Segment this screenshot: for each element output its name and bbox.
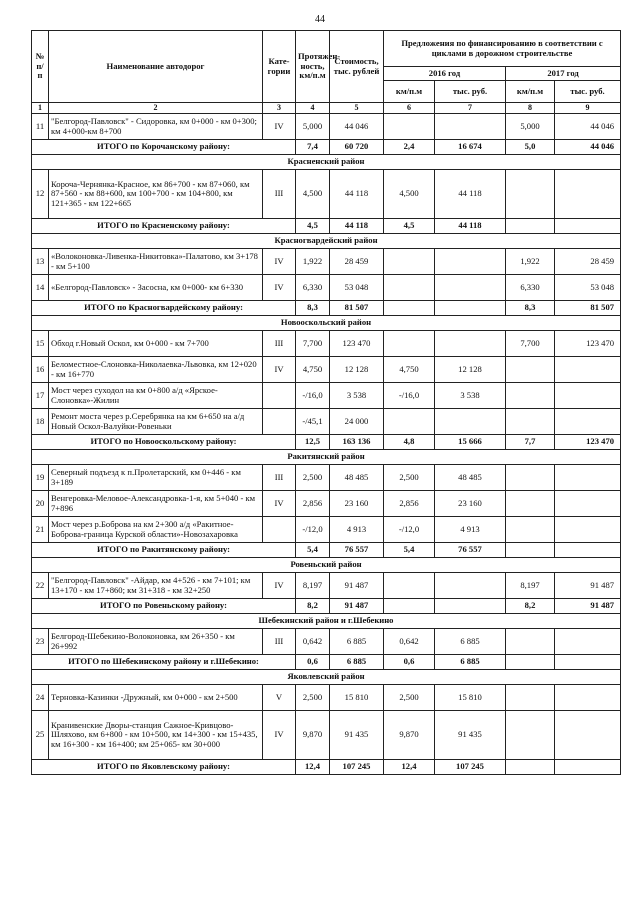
row-number: 18 <box>32 409 49 435</box>
road-name: «Волоконовка-Ливенка-Никитовка»-Палатово, км 3+178 - км 5+100 <box>49 249 263 275</box>
road-length: -/12,0 <box>296 517 330 543</box>
rub-2017 <box>555 685 621 711</box>
district-header-row <box>32 670 621 685</box>
district-name: Яковлевский район <box>32 670 621 685</box>
road-name: «Белгород-Павловск» - Засосна, км 0+000- км 6+330 <box>49 275 263 301</box>
rub-2016: 6 885 <box>435 629 506 655</box>
road-name: Беломестное-Слоновка-Николаевка-Львовка, км 12+020 - км 16+770 <box>49 357 263 383</box>
road-category: III <box>263 170 296 219</box>
col-index: 2 <box>49 103 263 114</box>
total-cost: 81 507 <box>330 301 384 316</box>
km-2017 <box>506 357 555 383</box>
km-2016: 2,500 <box>384 685 435 711</box>
total-row <box>32 301 621 316</box>
header-rub-2017: тыс. руб. <box>555 81 621 103</box>
road-length: 6,330 <box>296 275 330 301</box>
km-2016: 4,500 <box>384 170 435 219</box>
rub-2016 <box>435 114 506 140</box>
row-number: 21 <box>32 517 49 543</box>
header-road-name: Наименование автодорог <box>49 31 263 103</box>
rub-2016: 4 913 <box>435 517 506 543</box>
total-cost: 6 885 <box>330 655 384 670</box>
district-name: Ракитянский район <box>32 450 621 465</box>
table-row <box>32 409 621 435</box>
total-km-2017 <box>506 655 555 670</box>
header-category: Кате-гории <box>263 31 296 103</box>
total-rub-2016: 16 674 <box>435 140 506 155</box>
district-name: Шебекинский район и г.Шебекино <box>32 614 621 629</box>
rub-2016: 23 160 <box>435 491 506 517</box>
road-cost: 44 118 <box>330 170 384 219</box>
rub-2016 <box>435 409 506 435</box>
total-cost: 91 487 <box>330 599 384 614</box>
road-length: 8,197 <box>296 573 330 599</box>
road-length: 0,642 <box>296 629 330 655</box>
total-row <box>32 760 621 775</box>
rub-2016: 91 435 <box>435 711 506 760</box>
total-label: ИТОГО по Ракитянскому району: <box>32 543 296 558</box>
road-cost: 91 487 <box>330 573 384 599</box>
road-cost: 3 538 <box>330 383 384 409</box>
road-category: IV <box>263 357 296 383</box>
table-row <box>32 357 621 383</box>
total-km-2017: 8,2 <box>506 599 555 614</box>
road-cost: 28 459 <box>330 249 384 275</box>
total-label: ИТОГО по Ровеньскому району: <box>32 599 296 614</box>
km-2016: -/12,0 <box>384 517 435 543</box>
km-2017 <box>506 685 555 711</box>
total-rub-2016: 15 666 <box>435 435 506 450</box>
total-rub-2017: 123 470 <box>555 435 621 450</box>
road-name: Северный подъезд к п.Пролетарский, км 0+446 - км 3+189 <box>49 465 263 491</box>
total-km-2016: 5,4 <box>384 543 435 558</box>
total-cost: 44 118 <box>330 219 384 234</box>
km-2017: 1,922 <box>506 249 555 275</box>
km-2017 <box>506 491 555 517</box>
road-category: IV <box>263 491 296 517</box>
km-2017: 6,330 <box>506 275 555 301</box>
road-category: V <box>263 685 296 711</box>
total-km-2016: 12,4 <box>384 760 435 775</box>
district-header-row <box>32 614 621 629</box>
row-number: 13 <box>32 249 49 275</box>
total-rub-2017 <box>555 760 621 775</box>
road-length: 4,500 <box>296 170 330 219</box>
road-length: 1,922 <box>296 249 330 275</box>
total-rub-2017: 91 487 <box>555 599 621 614</box>
col-index: 1 <box>32 103 49 114</box>
km-2017: 8,197 <box>506 573 555 599</box>
rub-2017: 53 048 <box>555 275 621 301</box>
total-km-2017: 5,0 <box>506 140 555 155</box>
road-length: -/16,0 <box>296 383 330 409</box>
road-category: IV <box>263 573 296 599</box>
total-label: ИТОГО по Красногвардейскому району: <box>32 301 296 316</box>
district-name: Ровеньский район <box>32 558 621 573</box>
row-number: 14 <box>32 275 49 301</box>
road-cost: 53 048 <box>330 275 384 301</box>
table-body <box>32 114 621 775</box>
row-number: 19 <box>32 465 49 491</box>
row-number: 24 <box>32 685 49 711</box>
row-number: 12 <box>32 170 49 219</box>
road-cost: 48 485 <box>330 465 384 491</box>
total-rub-2017 <box>555 655 621 670</box>
rub-2016: 44 118 <box>435 170 506 219</box>
rub-2017 <box>555 465 621 491</box>
road-name: Венгеровка-Меловое-Александровка-1-я, км 5+040 - км 7+896 <box>49 491 263 517</box>
total-rub-2017: 81 507 <box>555 301 621 316</box>
rub-2016 <box>435 573 506 599</box>
col-index: 4 <box>296 103 330 114</box>
total-row <box>32 219 621 234</box>
km-2016: 0,642 <box>384 629 435 655</box>
road-length: 2,500 <box>296 465 330 491</box>
total-row <box>32 140 621 155</box>
col-index: 6 <box>384 103 435 114</box>
km-2016: -/16,0 <box>384 383 435 409</box>
header-year-2016: 2016 год <box>384 67 506 81</box>
road-category: IV <box>263 249 296 275</box>
row-number: 25 <box>32 711 49 760</box>
col-index: 9 <box>555 103 621 114</box>
km-2016 <box>384 409 435 435</box>
total-cost: 163 136 <box>330 435 384 450</box>
road-name: "Белгород-Павловск" - Сидоровка, км 0+000 - км 0+300; км 4+000-км 8+700 <box>49 114 263 140</box>
road-name: Мост через суходол на км 0+800 а/д «Ярское-Слоновка»-Жилин <box>49 383 263 409</box>
total-length: 5,4 <box>296 543 330 558</box>
road-cost: 123 470 <box>330 331 384 357</box>
total-length: 12,4 <box>296 760 330 775</box>
road-length: 4,750 <box>296 357 330 383</box>
row-number: 16 <box>32 357 49 383</box>
header-km-2016: км/п.м <box>384 81 435 103</box>
road-name: Короча-Чернянка-Красное, км 86+700 - км 87+060, км 87+560 - км 88+600, км 100+700 - км 104+800, км 121+365 - км 122+665 <box>49 170 263 219</box>
total-rub-2016: 107 245 <box>435 760 506 775</box>
table-row <box>32 249 621 275</box>
road-name: Терновка-Казинки -Дружный, км 0+000 - км 2+500 <box>49 685 263 711</box>
road-category <box>263 383 296 409</box>
total-row <box>32 655 621 670</box>
header-number: № п/п <box>32 31 49 103</box>
km-2016 <box>384 331 435 357</box>
total-label: ИТОГО по Новооскольскому району: <box>32 435 296 450</box>
row-number: 22 <box>32 573 49 599</box>
road-length: -/45,1 <box>296 409 330 435</box>
header-rub-2016: тыс. руб. <box>435 81 506 103</box>
total-label: ИТОГО по Шебекинскому району и г.Шебекино: <box>32 655 296 670</box>
total-km-2016: 4,8 <box>384 435 435 450</box>
km-2016: 9,870 <box>384 711 435 760</box>
total-rub-2017: 44 046 <box>555 140 621 155</box>
table-row <box>32 711 621 760</box>
total-rub-2016 <box>435 599 506 614</box>
km-2016 <box>384 114 435 140</box>
km-2016: 2,500 <box>384 465 435 491</box>
header-km-2017: км/п.м <box>506 81 555 103</box>
km-2016: 2,856 <box>384 491 435 517</box>
district-header-row <box>32 155 621 170</box>
km-2016: 4,750 <box>384 357 435 383</box>
km-2016 <box>384 275 435 301</box>
road-name: Обход г.Новый Оскол, км 0+000 - км 7+700 <box>49 331 263 357</box>
km-2017 <box>506 409 555 435</box>
rub-2017: 123 470 <box>555 331 621 357</box>
rub-2017 <box>555 383 621 409</box>
rub-2016 <box>435 275 506 301</box>
page-number: 44 <box>315 14 325 25</box>
district-name: Новооскольский район <box>32 316 621 331</box>
col-index: 5 <box>330 103 384 114</box>
total-length: 8,2 <box>296 599 330 614</box>
total-rub-2016 <box>435 301 506 316</box>
row-number: 20 <box>32 491 49 517</box>
total-km-2016: 0,6 <box>384 655 435 670</box>
road-length: 7,700 <box>296 331 330 357</box>
road-length: 9,870 <box>296 711 330 760</box>
col-index: 8 <box>506 103 555 114</box>
district-header-row <box>32 558 621 573</box>
road-name: Кранивенские Дворы-станция Сажное-Кривцово-Шляхово, км 6+800 - км 10+500, км 14+300 - км 15+435, км 16+300 - км 16+400; км 25+065- км 30+000 <box>49 711 263 760</box>
header-year-2017: 2017 год <box>506 67 621 81</box>
total-km-2016: 2,4 <box>384 140 435 155</box>
header-proposals: Предложения по финансированию в соответствии с циклами в дорожном строительстве <box>384 31 621 67</box>
road-name: "Белгород-Павловск" -Айдар, км 4+526 - км 7+101; км 13+170 - км 17+860; км 31+318 - км 32+250 <box>49 573 263 599</box>
total-length: 8,3 <box>296 301 330 316</box>
district-header-row <box>32 234 621 249</box>
total-km-2017: 7,7 <box>506 435 555 450</box>
total-rub-2017 <box>555 219 621 234</box>
rub-2017 <box>555 170 621 219</box>
km-2017 <box>506 383 555 409</box>
road-length: 5,000 <box>296 114 330 140</box>
table-row <box>32 170 621 219</box>
total-km-2016: 4,5 <box>384 219 435 234</box>
total-km-2017 <box>506 219 555 234</box>
table-row <box>32 573 621 599</box>
rub-2017 <box>555 517 621 543</box>
road-cost: 24 000 <box>330 409 384 435</box>
road-category <box>263 409 296 435</box>
rub-2016: 48 485 <box>435 465 506 491</box>
road-cost: 23 160 <box>330 491 384 517</box>
km-2016 <box>384 249 435 275</box>
total-length: 7,4 <box>296 140 330 155</box>
row-number: 17 <box>32 383 49 409</box>
rub-2016: 12 128 <box>435 357 506 383</box>
total-rub-2017 <box>555 543 621 558</box>
km-2017: 5,000 <box>506 114 555 140</box>
km-2017 <box>506 711 555 760</box>
km-2017 <box>506 465 555 491</box>
road-name: Белгород-Шебекино-Волоконовка, км 26+350 - км 26+992 <box>49 629 263 655</box>
road-cost: 6 885 <box>330 629 384 655</box>
table-row <box>32 685 621 711</box>
district-header-row <box>32 450 621 465</box>
rub-2017 <box>555 409 621 435</box>
total-cost: 60 720 <box>330 140 384 155</box>
district-header-row <box>32 316 621 331</box>
col-index: 3 <box>263 103 296 114</box>
road-cost: 44 046 <box>330 114 384 140</box>
rub-2017 <box>555 357 621 383</box>
table-row <box>32 629 621 655</box>
rub-2016: 15 810 <box>435 685 506 711</box>
road-name: Ремонт моста через р.Серебрянка на км 6+650 на а/д Новый Оскол-Валуйки-Ровеньки <box>49 409 263 435</box>
total-row <box>32 435 621 450</box>
road-length: 2,500 <box>296 685 330 711</box>
total-row <box>32 599 621 614</box>
road-cost: 15 810 <box>330 685 384 711</box>
total-cost: 107 245 <box>330 760 384 775</box>
rub-2017 <box>555 629 621 655</box>
rub-2017 <box>555 711 621 760</box>
total-km-2017: 8,3 <box>506 301 555 316</box>
rub-2017: 91 487 <box>555 573 621 599</box>
table-row <box>32 331 621 357</box>
km-2017 <box>506 517 555 543</box>
rub-2016 <box>435 331 506 357</box>
total-km-2016 <box>384 301 435 316</box>
table-row <box>32 517 621 543</box>
km-2017: 7,700 <box>506 331 555 357</box>
road-cost: 4 913 <box>330 517 384 543</box>
road-category: III <box>263 465 296 491</box>
row-number: 15 <box>32 331 49 357</box>
rub-2017 <box>555 491 621 517</box>
col-index: 7 <box>435 103 506 114</box>
rub-2016 <box>435 249 506 275</box>
table-row <box>32 383 621 409</box>
district-name: Красногвардейский район <box>32 234 621 249</box>
total-length: 4,5 <box>296 219 330 234</box>
road-name: Мост через р.Боброва на км 2+300 а/д «Ракитное-Боброва-граница Курской области»-Новозахаровка <box>49 517 263 543</box>
table-row <box>32 114 621 140</box>
total-label: ИТОГО по Яковлевскому району: <box>32 760 296 775</box>
rub-2016: 3 538 <box>435 383 506 409</box>
total-rub-2016: 44 118 <box>435 219 506 234</box>
road-category: III <box>263 629 296 655</box>
total-label: ИТОГО по Корочанскому району: <box>32 140 296 155</box>
total-row <box>32 543 621 558</box>
table-row <box>32 491 621 517</box>
total-cost: 76 557 <box>330 543 384 558</box>
header-length: Протяжен-ность, км/п.м <box>296 31 330 103</box>
row-number: 11 <box>32 114 49 140</box>
road-category: IV <box>263 114 296 140</box>
road-length: 2,856 <box>296 491 330 517</box>
total-rub-2016: 76 557 <box>435 543 506 558</box>
road-category <box>263 517 296 543</box>
km-2016 <box>384 573 435 599</box>
total-rub-2016: 6 885 <box>435 655 506 670</box>
table-row <box>32 465 621 491</box>
total-km-2017 <box>506 760 555 775</box>
total-length: 12,5 <box>296 435 330 450</box>
rub-2017: 28 459 <box>555 249 621 275</box>
road-category: IV <box>263 711 296 760</box>
header-cost: Стоимость, тыс. рублей <box>330 31 384 103</box>
km-2017 <box>506 170 555 219</box>
row-number: 23 <box>32 629 49 655</box>
total-km-2016 <box>384 599 435 614</box>
road-category: IV <box>263 275 296 301</box>
road-financing-table <box>31 30 621 775</box>
road-category: III <box>263 331 296 357</box>
total-km-2017 <box>506 543 555 558</box>
total-label: ИТОГО по Красненскому району: <box>32 219 296 234</box>
km-2017 <box>506 629 555 655</box>
road-cost: 12 128 <box>330 357 384 383</box>
total-length: 0,6 <box>296 655 330 670</box>
rub-2017: 44 046 <box>555 114 621 140</box>
road-cost: 91 435 <box>330 711 384 760</box>
district-name: Красненский район <box>32 155 621 170</box>
table-row <box>32 275 621 301</box>
